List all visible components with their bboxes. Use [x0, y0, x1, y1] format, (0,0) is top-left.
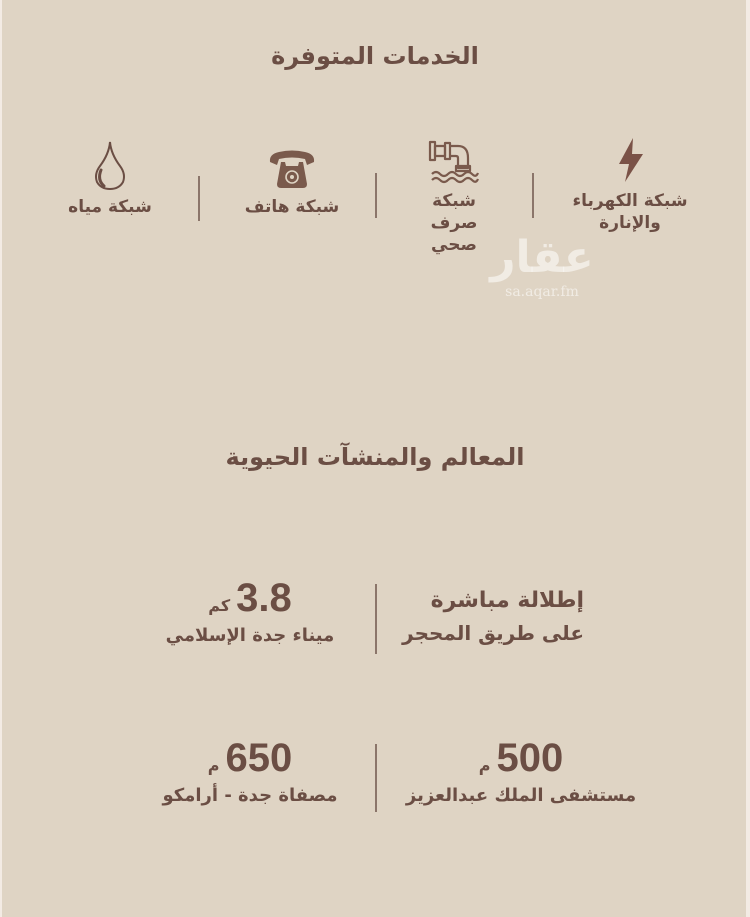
divider — [375, 744, 377, 812]
service-water — [50, 140, 170, 218]
service-label: شبكة هاتف — [244, 197, 340, 217]
service-electricity — [560, 136, 700, 234]
lightning-icon — [613, 136, 647, 184]
divider — [375, 584, 377, 654]
service-label: شبكة مياه — [68, 197, 152, 217]
landmark-port — [140, 576, 360, 650]
service-label: شبكة صرف صحي — [430, 191, 478, 255]
service-telephone — [232, 148, 352, 218]
watermark — [482, 232, 602, 300]
divider — [375, 173, 377, 218]
telephone-icon — [267, 148, 317, 190]
landmarks-title: المعالم والمنشآت الحيوية — [225, 443, 525, 471]
landmark-unit: م — [207, 756, 220, 775]
landmark-unit: كم — [208, 596, 231, 615]
divider — [198, 176, 200, 221]
landmark-value: 650 — [225, 736, 293, 780]
landmark-value: 3.8 — [236, 576, 292, 620]
landmark-hospital — [396, 736, 646, 810]
water-drop-icon — [92, 140, 128, 190]
watermark-logo: عقار — [490, 232, 594, 283]
sewage-pipe-icon — [428, 138, 480, 184]
divider — [532, 173, 534, 218]
landmark-value: 500 — [496, 736, 564, 780]
services-title: الخدمات المتوفرة — [271, 42, 479, 70]
landmark-label: مصفاة جدة - أرامكو — [162, 785, 338, 806]
landmark-label: مستشفى الملك عبدالعزيز — [405, 785, 637, 806]
landmark-subline: على طريق المحجر — [402, 621, 584, 645]
watermark-url: sa.aqar.fm — [505, 284, 579, 300]
landmark-road-view — [400, 585, 620, 647]
landmark-unit: م — [478, 756, 491, 775]
landmark-headline: إطلالة مباشرة — [430, 588, 584, 613]
landmark-refinery — [140, 736, 360, 810]
landmark-label: ميناء جدة الإسلامي — [165, 625, 335, 646]
service-label: شبكة الكهرباء والإنارة — [572, 191, 688, 233]
